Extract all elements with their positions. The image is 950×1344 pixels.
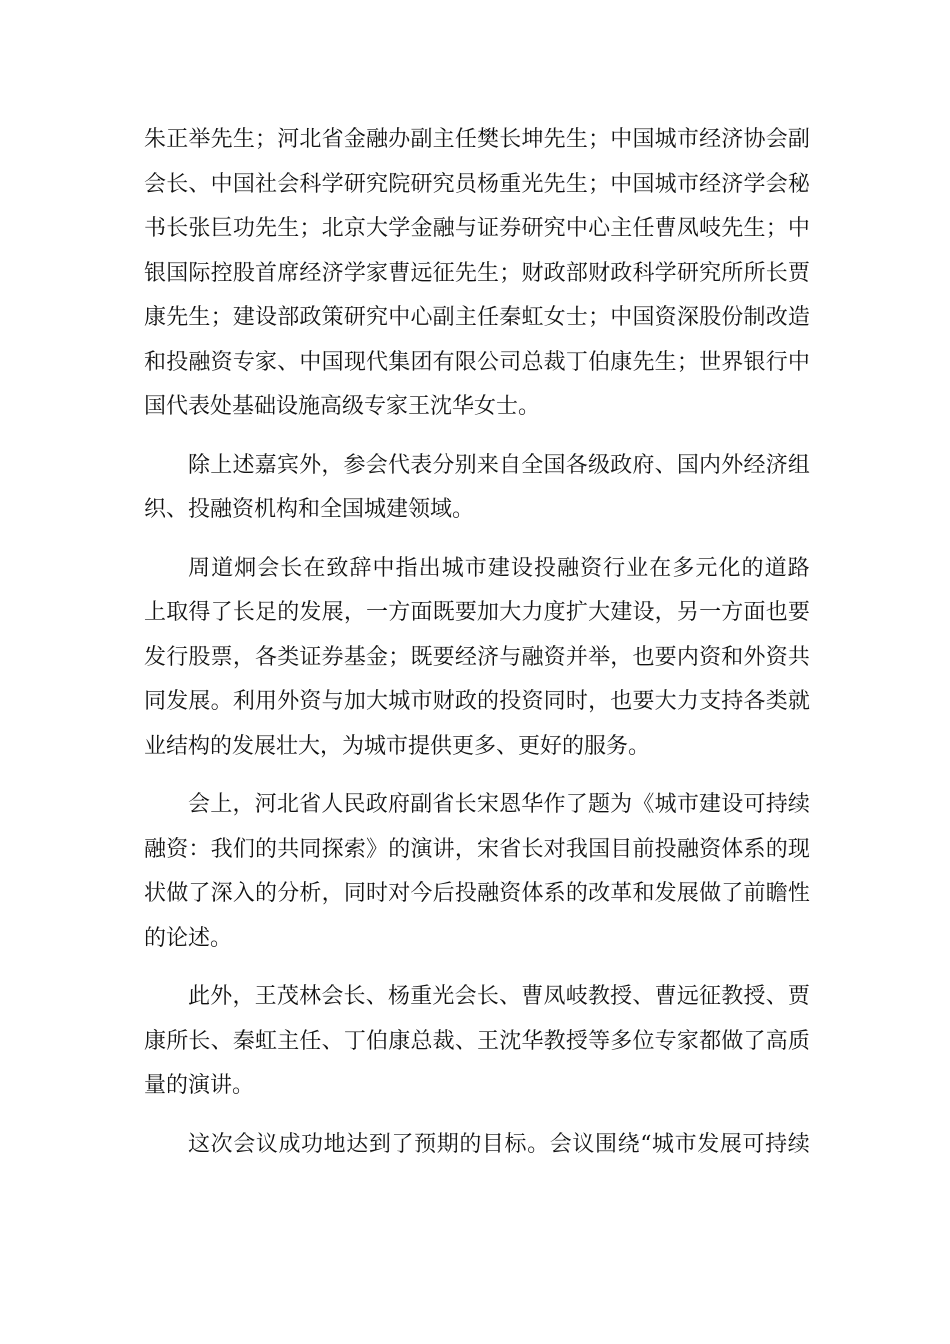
text-line: 织、投融资机构和全国城建领域。 [144, 497, 475, 522]
paragraph [144, 975, 810, 1109]
paragraph [144, 547, 810, 770]
paragraph [144, 118, 810, 430]
text-line: 书 长 张 巨 功 先 生 ； 北 京 大 学 金 融 与 证 券 研 究 中 心 主 任 曹 凤 岐 先 生 ； 中 [144, 216, 810, 241]
text-line: 国代表处基础设施高级专家王沈华女士。 [144, 394, 541, 419]
text-line: 状 做 了 深 入 的 分 析 ， 同 时 对 今 后 投 融 资 体 系 的 改 革 和 发 展 做 了 前 瞻 性 [144, 881, 810, 906]
text-line: 银 国 际 控 股 首 席 经 济 学 家 曹 远 征 先 生 ； 财 政 部 财 政 科 学 研 究 所 所 长 贾 [144, 260, 810, 286]
text-line: 发 行 股 票 ， 各 类 证 券 基 金 ； 既 要 经 济 与 融 资 并 举 ， 也 要 内 资 和 外 资 共 [144, 644, 810, 670]
text-line: 康 先 生 ； 建 设 部 政 策 研 究 中 心 副 主 任 秦 虹 女 士 ； 中 国 资 深 股 份 制 改 造 [144, 305, 810, 330]
text-line: 会 长 、 中 国 社 会 科 学 研 究 院 研 究 员 杨 重 光 先 生 ； 中 国 城 市 经 济 学 会 秘 [144, 171, 810, 197]
text-line: 融 资 ： 我 们 的 共 同 探 索 》 的 演 讲 ， 宋 省 长 对 我 国 目 前 投 融 资 体 系 的 现 [144, 836, 810, 862]
document-body [144, 118, 810, 1167]
text-line: 会 上 ， 河 北 省 人 民 政 府 副 省 长 宋 恩 华 作 了 题 为 《 城 市 建 设 可 持 续 [188, 792, 810, 817]
text-line: 这 次 会 议 成 功 地 达 到 了 预 期 的 目 标 。 会 议 围 绕 “ 城 市 发 展 可 持 续 [188, 1131, 810, 1157]
text-line: 量的演讲。 [144, 1073, 255, 1098]
text-line: 周 道 炯 会 长 在 致 辞 中 指 出 城 市 建 设 投 融 资 行 业 在 多 元 化 的 道 路 [188, 555, 810, 581]
text-line: 上 取 得 了 长 足 的 发 展 ， 一 方 面 既 要 加 大 力 度 扩 大 建 设 ， 另 一 方 面 也 要 [144, 600, 810, 625]
text-line: 朱 正 举 先 生 ； 河 北 省 金 融 办 副 主 任 樊 长 坤 先 生 ； 中 国 城 市 经 济 协 会 副 [144, 127, 810, 152]
text-line: 的论述。 [144, 925, 233, 951]
text-line: 同 发 展 。 利 用 外 资 与 加 大 城 市 财 政 的 投 资 同 时 ， 也 要 大 力 支 持 各 类 就 [144, 689, 810, 714]
paragraph [144, 444, 810, 533]
text-line: 除 上 述 嘉 宾 外 ， 参 会 代 表 分 别 来 自 全 国 各 级 政 府 、 国 内 外 经 济 组 [188, 452, 810, 478]
paragraph [144, 783, 810, 961]
text-line: 此 外 ， 王 茂 林 会 长 、 杨 重 光 会 长 、 曹 凤 岐 教 授 、 曹 远 征 教 授 、 贾 [188, 984, 810, 1009]
text-line: 康 所 长 、 秦 虹 主 任 、 丁 伯 康 总 裁 、 王 沈 华 教 授 等 多 位 专 家 都 做 了 高 质 [144, 1028, 810, 1054]
text-line: 业结构的发展壮大，为城市提供更多、更好的服务。 [144, 733, 651, 759]
paragraph [144, 1123, 810, 1168]
text-line: 和 投 融 资 专 家 、 中 国 现 代 集 团 有 限 公 司 总 裁 丁 伯 康 先 生 ； 世 界 银 行 中 [144, 349, 810, 375]
